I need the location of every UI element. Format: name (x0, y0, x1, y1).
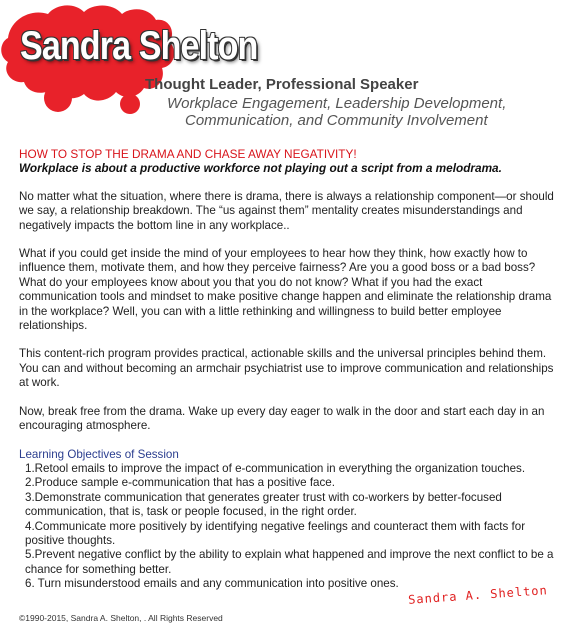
focus-line-2: Communication, and Community Involvement (185, 112, 488, 129)
copyright-footer: ©1990-2015, Sandra A. Shelton, . All Rights Reserved (19, 613, 223, 623)
article-subheadline: Workplace is about a productive workforce not playing out a script from a melodrama. (19, 161, 502, 176)
objective-item: 3.Demonstrate communication that generates greater trust with co-workers by better-focused communication, that is, task or people focused, in the right order. (25, 490, 502, 519)
objective-item: 2.Produce sample e-communication that has a positive face. (25, 476, 335, 490)
article-body (19, 147, 559, 592)
brand-name: Sandra Shelton (20, 24, 258, 68)
paragraph: This content-rich program provides practical, actionable skills and the universal principles behind them. You can and without becoming an armchair psychiatrist use to improve communication and relationships at work. (19, 347, 554, 390)
objectives-title: Learning Objectives of Session (19, 447, 179, 461)
objective-item: 6. Turn misunderstood emails and any communication into positive ones. (25, 577, 399, 591)
objective-item: 5.Prevent negative conflict by the ability to explain what happened and improve the next conflict to be a chance for something better. (25, 548, 554, 576)
page-header (0, 0, 574, 140)
objective-item: 4.Communicate more positively by identifying negative feelings and counteract them with facts for positive thoughts. (25, 519, 526, 547)
paragraph: Now, break free from the drama. Wake up every day eager to walk in the door and start each day in an encouraging atmosphere. (19, 404, 545, 433)
paragraph: What if you could get inside the mind of your employees to hear how they think, how exactly how to influence them, motivate them, and how they perceive fairness? Are you a good boss or a bad boss? What do your employees know about you that you do not know? What if you had the exact communication tools and mindset to make positive change happen and eliminate the relationship drama in the workplace? Well, you can with a little rethinking and willingness to build better employee relationships. (19, 247, 552, 333)
focus-line-1: Workplace Engagement, Leadership Development, (167, 95, 507, 112)
signature: Sandra A. Shelton (407, 583, 549, 607)
article-headline: HOW TO STOP THE DRAMA AND CHASE AWAY NEGATIVITY! (19, 147, 357, 161)
paragraph: No matter what the situation, where there is drama, there is always a relationship component—or should we say, a relationship breakdown. The “us against them” mentality creates misunderstandings and negatively impacts the bottom line in any workplace.. (19, 189, 554, 232)
tagline: Thought Leader, Professional Speaker (145, 76, 419, 93)
objective-item: 1.Retool emails to improve the impact of e-communication in everything the organization touches. (25, 461, 526, 475)
